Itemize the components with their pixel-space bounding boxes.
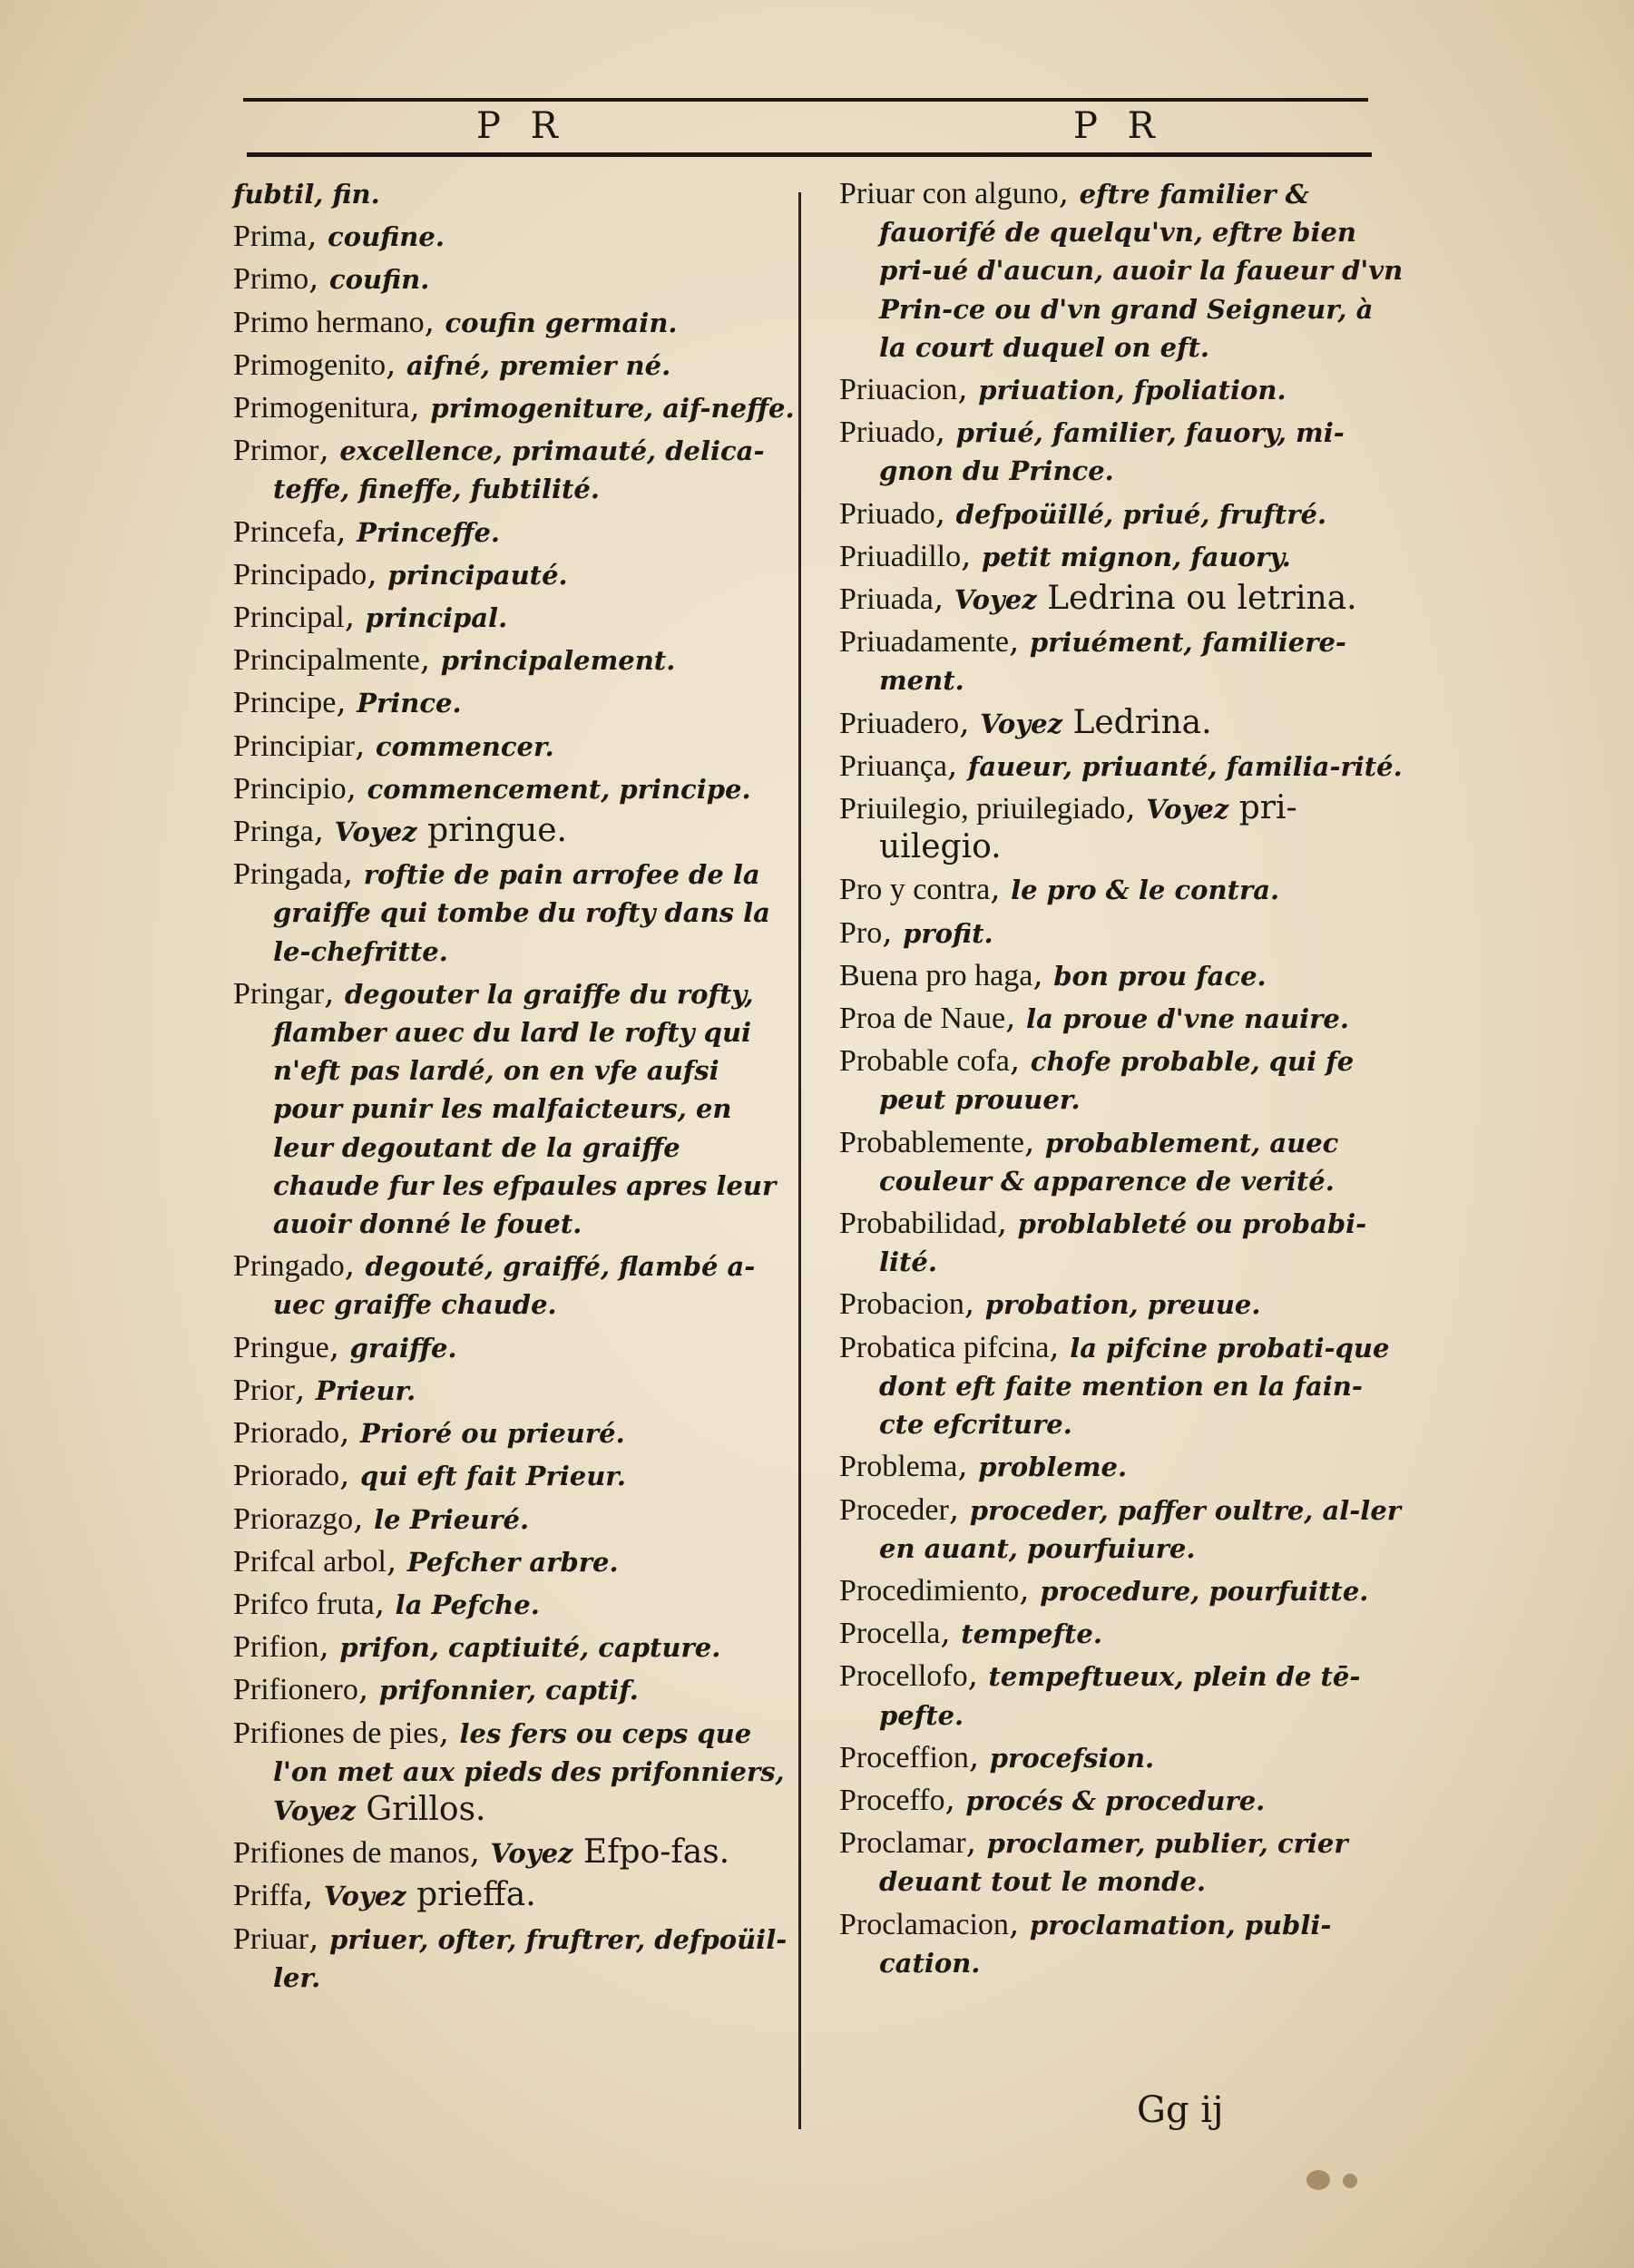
headword: Priuacion [839,373,958,407]
separator: , [324,973,345,1012]
translation: primogeniture, aif-neffe. [430,393,795,425]
translation: Voyez [1146,794,1229,826]
separator: , [419,640,441,679]
dictionary-entry [233,217,796,256]
headword: Priuadamente [839,625,1009,660]
headword: Proclamacion [839,1907,1009,1941]
separator: , [933,580,954,618]
headword: Pringada [233,857,343,892]
separator: , [957,370,979,408]
left-column [233,174,796,2000]
translation: procedure, pourfuitte. [1040,1575,1369,1607]
headword: Pringar [233,976,325,1011]
cross-reference: pringue. [416,812,567,850]
headword: Proclamar [839,1826,966,1861]
translation: proclamer, publier, crier deuant tout le monde. [879,1828,1348,1898]
headword: Probablemente [839,1125,1024,1159]
dictionary-entry [233,555,796,594]
separator: , [328,1327,350,1365]
dictionary-entry [233,388,796,427]
headword: Problema [839,1450,958,1484]
dictionary-entry [233,1456,796,1495]
headword: Pro y contra [839,873,991,907]
translation: la Pefche. [395,1589,540,1620]
translation: defpoüillé, priué, fruftré. [955,498,1327,530]
dictionary-entry [839,1123,1406,1200]
headword: Primo [233,262,309,297]
translation: coufin. [329,264,430,296]
translation: procefsion. [989,1742,1155,1774]
separator: , [1008,622,1030,660]
separator: , [934,413,956,451]
dictionary-entry [839,1823,1406,1901]
dictionary-entry [839,370,1406,409]
dictionary-entry [233,1413,796,1452]
headword: Princefa [233,514,337,549]
headword: Buena pro haga [839,958,1033,992]
separator: , [934,494,956,532]
dictionary-entry [233,1920,796,1997]
headword: Prifco fruta [233,1587,375,1621]
dictionary-entry [233,1500,796,1539]
separator: , [318,431,340,469]
separator: , [948,1490,970,1528]
ink-spot [1306,2170,1330,2190]
dictionary-entry [233,974,796,1243]
separator: , [967,1657,989,1695]
headword: Priuado [839,496,935,531]
headword: Proa de Naue [839,1002,1006,1036]
headword: Pringa [233,815,314,849]
headword: Proceffion [839,1740,969,1774]
translation: prifon, captiuité, capture. [339,1632,721,1664]
dictionary-entry [839,537,1406,576]
separator: , [961,536,982,574]
cross-reference: prieffa. [406,1876,536,1914]
separator: , [339,1456,360,1494]
translation: la pifcine probati-que dont eft faite mention en la fain-cte efcriture. [879,1332,1390,1441]
headword: Probatica pifcina [839,1330,1050,1364]
dictionary-entry [839,1204,1406,1281]
dictionary-entry [839,1041,1406,1119]
translation: fubtil, fin. [233,179,380,210]
headword: Principio [233,771,347,806]
dictionary-entry [839,622,1406,699]
separator: , [318,1628,340,1666]
translation: coufine. [328,221,445,253]
headword: Priorazgo [233,1501,354,1536]
dictionary-entry [233,769,796,808]
translation: problableté ou probabi-lité. [879,1208,1367,1278]
separator: , [1023,1122,1045,1160]
dictionary-entry [839,1905,1406,1982]
translation: proclamation, publi-cation. [879,1909,1332,1979]
separator: , [965,1823,987,1862]
translation: petit mignon, fauory. [982,541,1291,572]
separator: , [367,554,388,592]
signature-mark: Gg ij [1137,2089,1224,2131]
dictionary-entry [839,1657,1406,1734]
separator: , [353,1499,375,1537]
separator: , [302,1876,324,1914]
translation: probablement, auec couleur & apparence de verité. [879,1127,1339,1197]
separator: , [336,683,357,721]
headword: Principado [233,557,367,591]
separator: , [424,302,445,340]
translation: commencer. [375,730,554,762]
headword: Procedimiento [839,1573,1020,1608]
right-column [839,174,1406,1986]
translation: la proue d'vne nauire. [1026,1003,1349,1035]
headword: Pringue [233,1330,329,1364]
headword: Priuar con alguno [839,177,1059,210]
translation: chofe probable, qui fe peut prouuer. [879,1046,1355,1116]
separator: , [946,746,968,784]
headword: Priuança [839,748,947,783]
dictionary-entry [233,513,796,552]
translation: qui eft fait Prieur. [359,1461,627,1492]
translation: tempeftueux, plein de tē-pefte. [879,1661,1361,1731]
translation: Voyez [490,1838,573,1870]
dictionary-entry [233,1542,796,1581]
separator: , [308,1919,329,1957]
separator: , [339,1413,360,1452]
headword: Probacion [839,1287,964,1322]
separator: , [469,1833,491,1872]
dictionary-entry [233,855,796,971]
headword: Principalmente [233,643,420,678]
top-rule [243,98,1368,102]
separator: , [313,812,335,850]
dictionary-entry [839,1614,1406,1653]
translation: Voyez [334,816,417,848]
translation: graiffe. [349,1332,457,1364]
translation: priué, familier, fauory, mi-gnon du Prince. [879,417,1345,487]
dictionary-entry [233,598,796,637]
headword: Priuado [839,415,935,450]
headword: Principiar [233,728,356,763]
separator: , [342,855,364,893]
dictionary-entry [839,789,1406,866]
translation: prifonnier, captif. [378,1675,639,1706]
separator: , [336,512,357,550]
translation: les fers ou ceps que l'on met aux pieds des prifonniers, Voyez [273,1717,785,1826]
headword: Prifcal arbol [233,1544,386,1579]
dictionary-entry [233,727,796,766]
separator: , [1032,955,1054,993]
headword: Priorado [233,1459,340,1493]
dictionary-entry [839,1491,1406,1568]
cross-reference: pri-uilegio. [879,789,1297,866]
separator: , [374,1584,396,1622]
headword: Priffa [233,1879,303,1913]
translation: faueur, priuanté, familia-rité. [967,750,1403,782]
headword: Procella [839,1617,941,1651]
translation: bon prou face. [1053,960,1267,992]
separator: , [1125,789,1147,827]
dictionary-entry [233,346,796,385]
translation: Princeffe. [357,516,501,548]
dictionary-entry [233,431,796,508]
translation: le Prieuré. [374,1503,530,1535]
translation: priuation, fpoliation. [978,375,1287,406]
dictionary-entry [839,580,1406,619]
translation: Prince. [357,688,462,719]
dictionary-entry [839,1738,1406,1777]
dictionary-entry [839,956,1406,995]
headword: Prifiones de pies [233,1716,439,1750]
translation: proceder, paffer oultre, al-ler en auant, pourfuiure. [879,1494,1402,1564]
separator: , [1005,999,1027,1037]
separator: , [409,388,431,426]
headword: Primo hermano [233,305,425,339]
translation: tempefte. [961,1618,1102,1650]
dictionary-entry [839,704,1406,743]
dictionary-entry [233,812,796,851]
translation: probleme. [978,1452,1128,1483]
translation: probation, preuue. [984,1289,1261,1321]
cross-reference: Grillos. [355,1790,486,1828]
translation: degouté, graiffé, flambé a-uec graiffe chaude. [273,1251,756,1321]
headword: Priuadero [839,706,960,740]
headword: Priuadillo [839,539,962,573]
dictionary-entry [233,1371,796,1410]
separator: , [1019,1570,1041,1608]
dictionary-entry [839,494,1406,533]
headword: Prifiones de manos [233,1836,470,1871]
translation: Pefcher arbre. [406,1546,619,1578]
translation: Voyez [980,708,1063,739]
translation: principauté. [387,559,568,591]
column-divider [798,192,801,2129]
headword: Pringado [233,1249,345,1284]
translation: profit. [903,917,993,949]
separator: , [944,1780,966,1818]
translation: excellence, primauté, delica-teffe, fineffe, fubtilité. [273,435,765,505]
headword: Principal [233,601,345,635]
dictionary-entry [839,747,1406,786]
translation: aifné, premier né. [406,349,671,381]
translation: principal. [365,602,508,634]
cross-reference: Ledrina ou letrina. [1036,580,1357,618]
separator: , [386,345,406,383]
dictionary-entry [233,1833,796,1872]
headword: Priorado [233,1416,340,1451]
headword: Probabilidad [839,1207,997,1241]
headword: Principe [233,686,337,720]
dictionary-entry [233,1585,796,1624]
ink-spot [1343,2174,1357,2188]
separator: , [1009,1041,1031,1080]
translation: priuer, ofter, fruftrer, defpoüil-ler. [273,1923,788,1993]
translation: principalement. [440,645,676,677]
separator: , [968,1737,990,1775]
cross-reference: Ledrina. [1062,703,1212,741]
dictionary-entry [233,1714,796,1831]
dictionary-entry [839,1447,1406,1486]
dictionary-entry [839,1781,1406,1820]
separator: , [344,1246,366,1285]
running-head-right: P R [1073,105,1164,147]
separator: , [438,1713,460,1751]
dictionary-entry [839,1571,1406,1610]
separator: , [964,1285,985,1323]
dictionary-entry [233,1876,796,1915]
headword: Probable cofa [839,1044,1010,1079]
separator: , [307,217,328,255]
separator: , [1049,1327,1071,1365]
dictionary-entry [839,999,1406,1038]
separator: , [295,1370,316,1408]
separator: , [990,870,1012,908]
headword: Primogenitura [233,391,410,425]
separator: , [996,1204,1018,1242]
translation: coufin germain. [445,307,678,338]
headword: Priuar [233,1921,309,1956]
translation: priuément, familiere-ment. [879,627,1346,697]
dictionary-entry [839,870,1406,909]
translation: commencement, principe. [367,773,751,805]
separator: , [957,1447,979,1485]
headword: Priuilegio, priuilegiado [839,792,1126,826]
dictionary-entry [233,1246,796,1324]
separator: , [882,913,904,951]
translation: roftie de pain arrofee de la graiffe qui tombe du rofty dans la le-chefritte. [273,859,770,967]
translation: Voyez [954,584,1037,616]
headword: Proceder [839,1492,949,1527]
translation: eftre familier & fauorifé de quelqu'vn, eftre bien pri-ué d'aucun, auoir la faueur d'vn Prin-ce ou d'vn grand Seigneur, à la court duquel on eft. [879,179,1404,363]
dictionary-entry [839,914,1406,953]
separator: , [308,259,330,298]
dictionary-entry [233,1328,796,1367]
translation: degouter la graiffe du rofty, flamber auec du lard le rofty qui n'eft pas lardé, on en vfe aufsi pour punir les malfaicteurs, en leur degoutant de la graiffe chaude fur les efpaules apres leur auoir donné le fouet. [273,978,777,1240]
dictionary-entry [839,413,1406,490]
separator: , [355,726,376,764]
separator: , [357,1670,379,1708]
headword: Primor [233,434,319,468]
translation: Prioré ou prieuré. [359,1418,625,1450]
dictionary-entry [233,1670,796,1709]
dictionary-entry [233,683,796,722]
separator: , [1008,1904,1030,1942]
translation: le pro & le contra. [1011,875,1280,906]
separator: , [940,1614,962,1652]
dictionary-entry [839,174,1406,367]
headword: Priuada [839,582,934,617]
separator: , [959,703,981,741]
dictionary-entry [233,303,796,342]
separator: , [344,598,366,636]
separator: , [386,1541,407,1579]
separator: , [1058,174,1080,211]
headword: Pro [839,915,883,950]
headword: Prifion [233,1630,319,1665]
translation: Prieur. [315,1374,416,1406]
header-rule [247,152,1372,157]
dictionary-entry [233,1628,796,1667]
headword: Proceffo [839,1783,945,1817]
translation: Voyez [323,1881,406,1912]
headword: Procellofo [839,1659,968,1694]
translation: procés & procedure. [965,1784,1266,1816]
dictionary-entry [839,1285,1406,1324]
headword: Primogenito [233,347,386,382]
running-head-left: P R [476,105,567,147]
separator: , [346,768,367,807]
dictionary-entry [233,174,796,213]
headword: Prima [233,220,308,254]
headword: Prior [233,1373,295,1407]
dictionary-entry [839,1328,1406,1444]
dictionary-entry [233,259,796,298]
headword: Prifionero [233,1673,358,1707]
cross-reference: Efpo-fas. [572,1833,730,1872]
dictionary-entry [233,640,796,679]
